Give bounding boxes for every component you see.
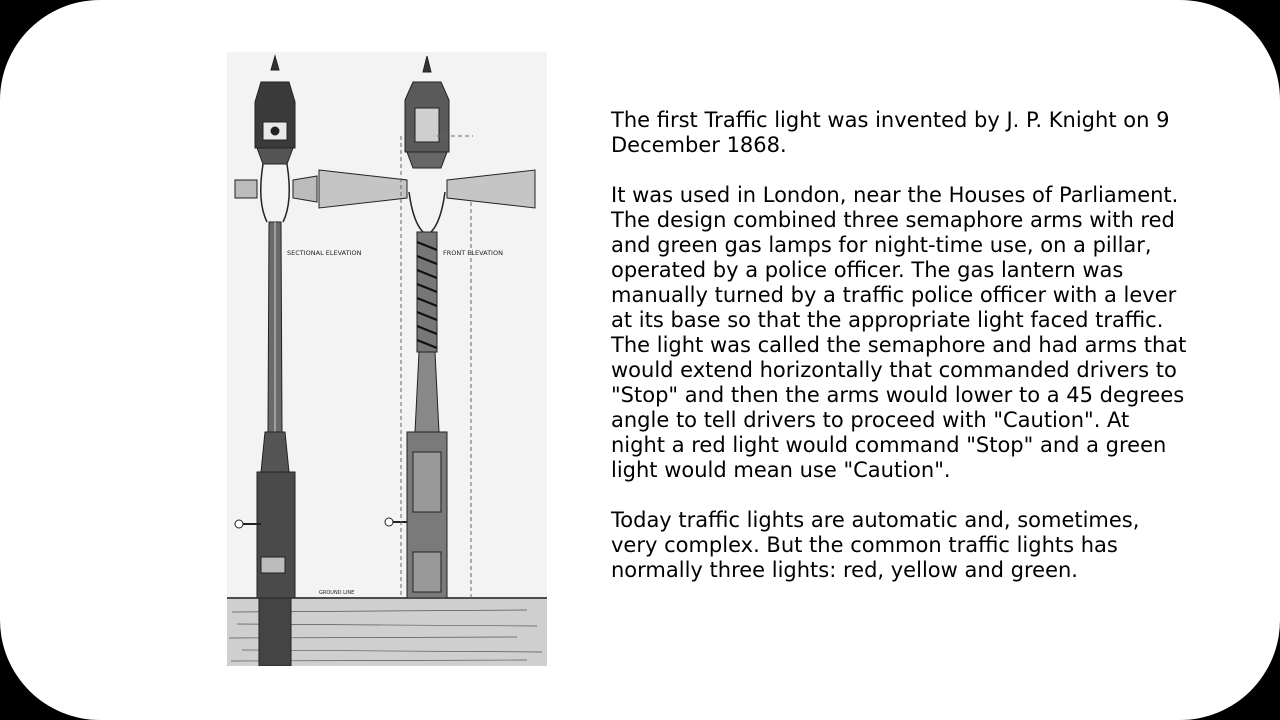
paragraph-history: It was used in London, near the Houses of Parliament. The design combined three semaphore arms with red and green gas lamps for night-time use, on a pillar, operated by a police officer. The gas lantern was manually turned by a traffic police officer with a lever at its base so that the appropriate light faced traffic. The light was called the semaphore and had arms that would extend horizontally that commanded drivers to "Stop" and then the arms would lower to a 45 degrees angle to tell drivers to proceed with "Caution". At night a red light would command "Stop" and a green light would mean use "Caution".: [611, 183, 1187, 482]
traffic-light-engraving: [227, 52, 547, 666]
sectional-elevation-drawing: [235, 56, 317, 666]
slide-text: [611, 108, 1221, 608]
paragraph-today: Today traffic lights are automatic and, sometimes, very complex. But the common traffic lights has normally three lights: red, yellow and green.: [611, 508, 1140, 582]
paragraph-invention: The first Traffic light was invented by J. P. Knight on 9 December 1868.: [611, 108, 1170, 157]
front-elevation-drawing: [319, 56, 535, 598]
ground-line-label: GROUND LINE: [319, 590, 355, 596]
front-elevation-label: FRONT ELEVATION: [443, 249, 503, 257]
sectional-elevation-label: SECTIONAL ELEVATION: [287, 249, 362, 257]
